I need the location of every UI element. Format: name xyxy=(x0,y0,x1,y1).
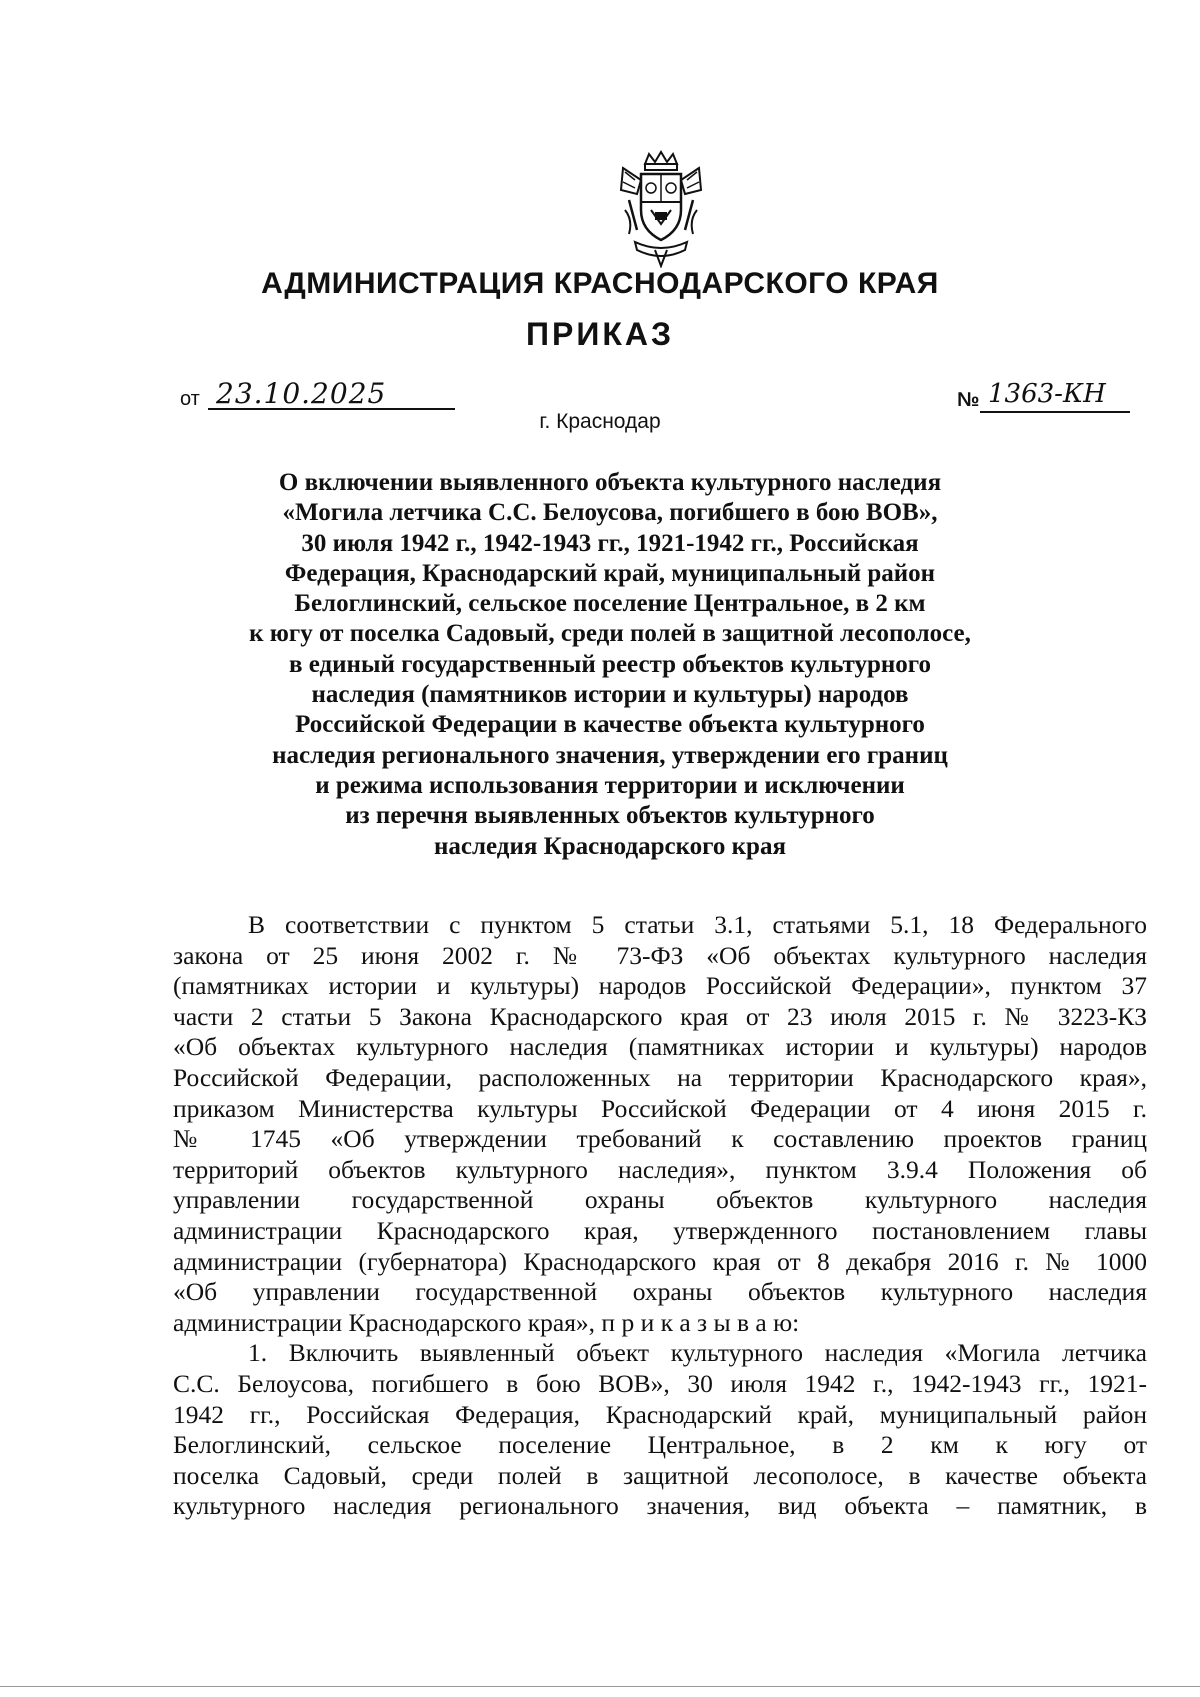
city-name: г. Краснодар xyxy=(539,410,661,433)
body-line: администрации (губернатора) Краснодарского края от 8 декабря 2016 г. № 1000 xyxy=(173,1246,1147,1276)
coat-of-arms-icon xyxy=(615,150,707,268)
body-line: закона от 25 июня 2002 г. № 73-ФЗ «Об объектах культурного наследия xyxy=(173,940,1147,970)
title-line: О включении выявленного объекта культурного наследия xyxy=(278,469,942,496)
title-line: из перечня выявленных объектов культурного xyxy=(345,802,875,830)
body-line: управлении государственной охраны объектов культурного наследия xyxy=(173,1185,1147,1215)
body-line: 1942 гг., Российская Федерация, Краснодарский край, муниципальный район xyxy=(173,1399,1147,1429)
title-line: наследия Краснодарского края xyxy=(434,832,786,860)
body-line: территорий объектов культурного наследия», пунктом 3.9.4 Положения об xyxy=(173,1154,1147,1184)
title-line: наследия регионального значения, утверждении его границ xyxy=(272,741,948,769)
number-label: № xyxy=(957,389,980,411)
body-line: № 1745 «Об утверждении требований к составлению проектов границ xyxy=(173,1124,1147,1154)
title-line: в единый государственный реестр объектов культурного xyxy=(288,650,932,678)
item-1-paragraph xyxy=(173,1338,1147,1522)
body-line: В соответствии с пунктом 5 статьи 3.1, статьями 5.1, 18 Федерального xyxy=(248,910,1147,939)
preamble-paragraph xyxy=(173,910,1147,1338)
body-line: 1. Включить выявленный объект культурного наследия «Могила летчика xyxy=(248,1338,1147,1368)
body-line: С.С. Белоусова, погибшего в бою ВОВ», 30 июля 1942 г., 1942-1943 гг., 1921- xyxy=(173,1368,1147,1398)
title-line: Белоглинский, сельское поселение Центральное, в 2 км xyxy=(294,590,926,618)
title-line: наследия (памятников истории и культуры) народов xyxy=(311,681,909,709)
title-line: Российской Федерации в качестве объекта культурного xyxy=(295,711,925,739)
document-body xyxy=(173,910,1147,1522)
title-line: Федерация, Краснодарский край, муниципальный район xyxy=(284,559,936,587)
body-line: администрации Краснодарского края», п р и к а з ы в а ю: xyxy=(173,1307,800,1337)
document-title xyxy=(230,468,990,862)
title-line: «Могила летчика С.С. Белоусова, погибшего в бою ВОВ», xyxy=(282,499,938,527)
title-line: и режима использования территории и исключении xyxy=(315,771,905,799)
body-line: администрации Краснодарского края, утвержденного постановлением главы xyxy=(173,1215,1147,1245)
number-handwritten: 1363-КН xyxy=(988,379,1106,409)
body-line: «Об объектах культурного наследия (памятниках истории и культуры) народов xyxy=(173,1032,1147,1062)
body-line: культурного наследия регионального значения, вид объекта – памятник, в xyxy=(173,1491,1147,1521)
body-line: Белоглинский, сельское поселение Центральное, в 2 км к югу от xyxy=(173,1430,1147,1460)
title-line: 30 июля 1942 г., 1942-1943 гг., 1921-1942 гг., Российская xyxy=(301,529,919,557)
body-line: «Об управлении государственной охраны объектов культурного наследия xyxy=(173,1277,1147,1307)
date-label: от xyxy=(180,388,200,410)
body-line: части 2 статьи 5 Закона Краснодарского края от 23 июля 2015 г. № 3223-КЗ xyxy=(173,1001,1147,1031)
title-line: к югу от поселка Садовый, среди полей в защитной лесополосе, xyxy=(249,620,971,648)
body-line: Российской Федерации, расположенных на территории Краснодарского края», xyxy=(173,1062,1147,1092)
number-underline xyxy=(980,411,1130,413)
date-handwritten: 23.10.2025 xyxy=(216,377,387,410)
page-bottom-edge xyxy=(0,1686,1200,1687)
organization-name: АДМИНИСТРАЦИЯ КРАСНОДАРСКОГО КРАЯ xyxy=(261,267,939,300)
body-line: поселка Садовый, среди полей в защитной лесополосе, в качестве объекта xyxy=(173,1460,1147,1490)
body-line: (памятниках истории и культуры) народов Российской Федерации», пунктом 37 xyxy=(173,971,1147,1001)
body-line: приказом Министерства культуры Российской Федерации от 4 июня 2015 г. xyxy=(173,1093,1147,1123)
document-type: ПРИКАЗ xyxy=(525,316,675,352)
